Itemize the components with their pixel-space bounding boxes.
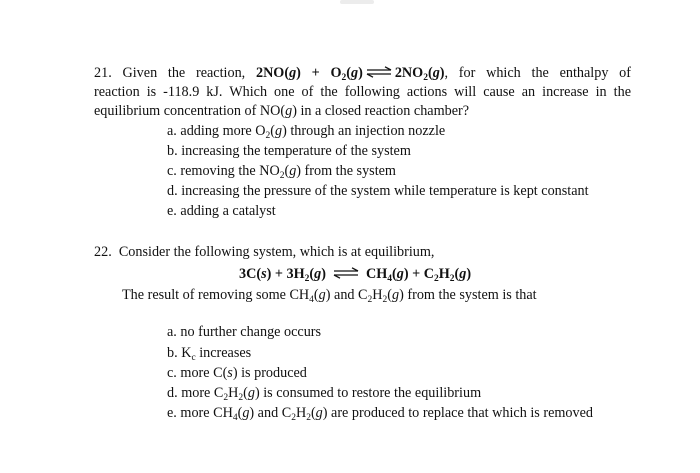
q21-option-e: e. adding a catalyst bbox=[167, 203, 276, 219]
equilibrium-arrow-icon bbox=[366, 66, 392, 78]
q21-line-2: reaction is -118.9 kJ. Which one of the following actions will cause an increase in the bbox=[94, 84, 631, 100]
top-handle-mark bbox=[340, 0, 374, 4]
option-letter: b. bbox=[167, 345, 178, 361]
q22-line-1 bbox=[94, 243, 434, 261]
q21-line-3: equilibrium concentration of NO(g) in a closed reaction chamber? bbox=[94, 103, 470, 119]
q22-number: 22. bbox=[94, 244, 112, 260]
q22-intro: Consider the following system, which is at equilibrium, bbox=[118, 244, 435, 260]
option-letter: c. bbox=[167, 365, 177, 381]
q22-option-b: b. $K_c$ increases bbox=[167, 345, 252, 363]
q21-option-b: b. increasing the temperature of the system bbox=[167, 143, 411, 159]
option-letter: e. bbox=[167, 203, 177, 219]
q21-option-c: c. removing the $NO_2(g)$ from the system bbox=[167, 163, 396, 181]
q22-option-e: e. more $CH_4(g)$ and $C_2H_2(g)$ are produced to replace that which is removed bbox=[167, 405, 594, 423]
option-letter: c. bbox=[167, 163, 177, 179]
q21-reaction: $2NO(g) + O_2(g)$ $2NO_2(g)$ bbox=[255, 65, 445, 83]
q22-option-a: a. no further change occurs bbox=[167, 324, 322, 340]
q21-line-1 bbox=[94, 64, 631, 82]
option-letter: a. bbox=[167, 324, 177, 340]
option-letter: a. bbox=[167, 123, 177, 139]
option-letter: d. bbox=[167, 385, 178, 401]
q21-option-a: a. adding more $O_2(g)$ through an injection nozzle bbox=[167, 123, 446, 141]
q22-equation: $3C(s) + 3H_2(g)$ $CH_4(g) + C_2H_2(g)$ bbox=[239, 266, 472, 284]
q22-option-c: c. more C(s) is produced bbox=[167, 365, 307, 381]
option-letter: e. bbox=[167, 405, 177, 421]
q22-result-line: The result of removing some $CH_4(g)$ and $C_2H_2(g)$ from the system is that bbox=[122, 287, 537, 305]
option-letter: d. bbox=[167, 183, 178, 199]
q22-option-d: d. more $C_2H_2(g)$ is consumed to restore the equilibrium bbox=[167, 385, 482, 403]
q21-option-d: d. increasing the pressure of the system while temperature is kept constant bbox=[167, 183, 589, 199]
option-letter: b. bbox=[167, 143, 178, 159]
q21-line1-tail: , for which the enthalpy of bbox=[444, 65, 632, 81]
q21-number: 21. bbox=[94, 65, 112, 81]
equilibrium-arrow-icon bbox=[333, 267, 359, 279]
q21-intro: Given the reaction, bbox=[122, 65, 246, 81]
